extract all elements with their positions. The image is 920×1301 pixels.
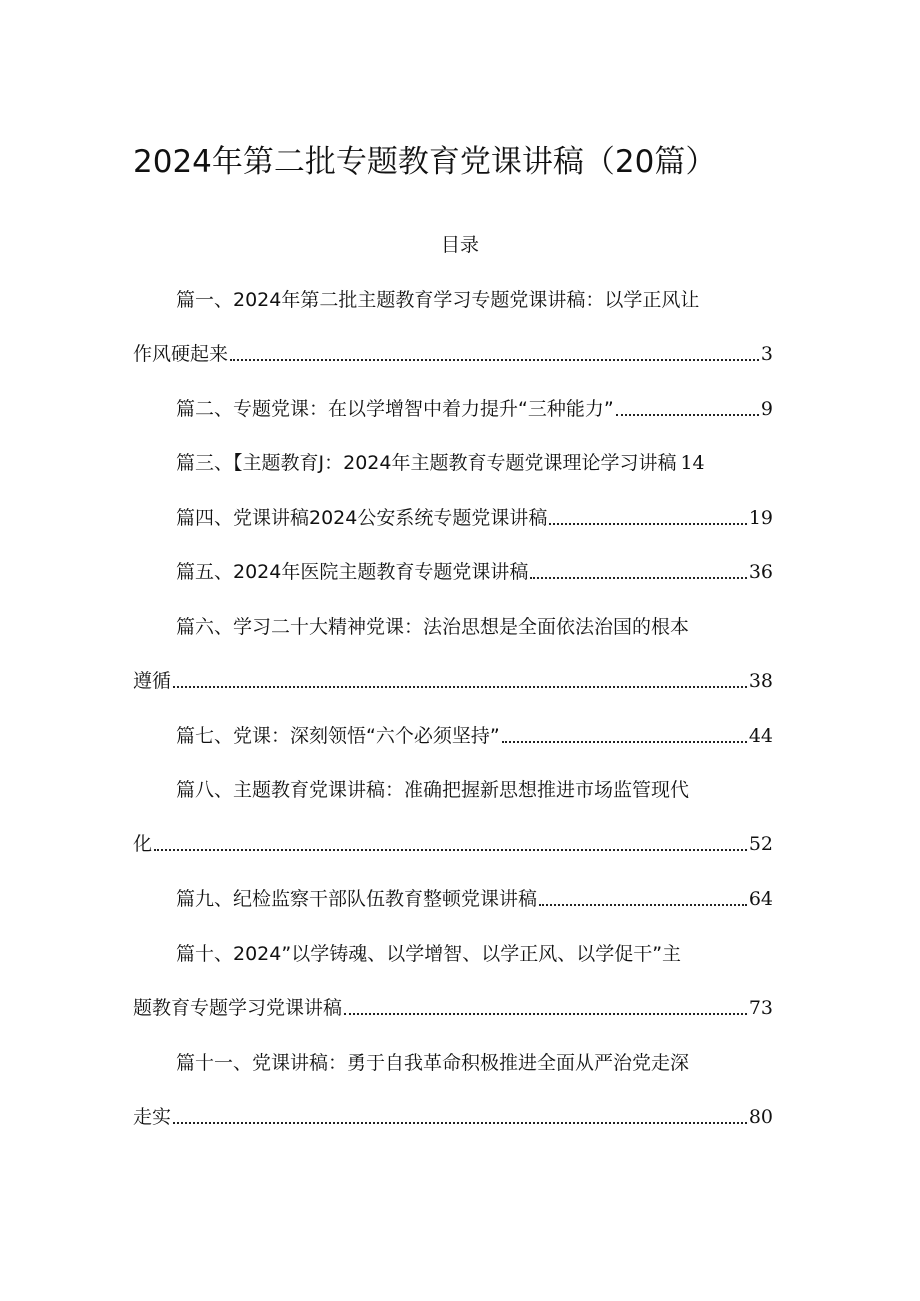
toc-entry-text: 作风硬起来 bbox=[133, 343, 229, 365]
dot-leader bbox=[616, 414, 759, 416]
toc-entry-text: 走实 bbox=[133, 1106, 172, 1128]
toc-entry-text: 篇三、【主题教育J：2024年主题教育专题党课理论学习讲稿 bbox=[176, 452, 677, 474]
toc-entry-8-line-1 bbox=[133, 775, 773, 805]
toc-entry-text: 篇十一、党课讲稿：勇于自我革命积极推进全面从严治党走深 bbox=[176, 1052, 690, 1074]
dot-leader bbox=[530, 577, 746, 579]
toc-entry-text: 化 bbox=[133, 833, 153, 855]
toc-entry-text: 篇二、专题党课：在以学增智中着力提升“三种能力” bbox=[176, 398, 614, 420]
toc-entry-1-line-2 bbox=[133, 339, 773, 369]
toc-entry-text: 篇十、2024”以学铸魂、以学增智、以学正风、以学促干”主 bbox=[176, 943, 682, 965]
toc-entry-text: 篇九、纪检监察干部队伍教育整顿党课讲稿 bbox=[176, 888, 538, 910]
toc-page-number: 19 bbox=[748, 507, 773, 529]
toc-entry-5 bbox=[133, 557, 773, 587]
toc-page-number: 38 bbox=[748, 670, 773, 692]
dot-leader bbox=[173, 686, 747, 688]
toc-entry-7 bbox=[133, 721, 773, 751]
toc-entry-10-line-1 bbox=[133, 939, 773, 969]
dot-leader bbox=[344, 1013, 747, 1015]
toc-entry-6-line-2 bbox=[133, 666, 773, 696]
toc-entry-10-line-2 bbox=[133, 993, 773, 1023]
toc-entry-text: 篇五、2024年医院主题教育专题党课讲稿 bbox=[176, 561, 529, 583]
toc-entry-11-line-2 bbox=[133, 1102, 773, 1132]
toc-entry-text: 篇六、学习二十大精神党课：法治思想是全面依法治国的根本 bbox=[176, 616, 690, 638]
toc-page-number: 52 bbox=[748, 833, 773, 855]
toc-page-number: 80 bbox=[748, 1106, 773, 1128]
toc-entry-6-line-1 bbox=[133, 612, 773, 642]
dot-leader bbox=[549, 523, 746, 525]
toc-page-number: 9 bbox=[760, 398, 773, 420]
toc-page-number: 14 bbox=[680, 452, 705, 474]
toc-entry-9 bbox=[133, 884, 773, 914]
document-title: 2024年第二批专题教育党课讲稿（20篇） bbox=[133, 144, 717, 180]
toc-entry-3 bbox=[133, 448, 773, 478]
toc-page-number: 64 bbox=[748, 888, 773, 910]
toc-entry-4 bbox=[133, 503, 773, 533]
toc-entry-text: 篇八、主题教育党课讲稿：准确把握新思想推进市场监管现代 bbox=[176, 779, 690, 801]
dot-leader bbox=[502, 741, 747, 743]
toc-entry-text: 遵循 bbox=[133, 670, 172, 692]
toc-page-number: 3 bbox=[760, 343, 773, 365]
toc-entry-1-line-1 bbox=[133, 285, 773, 315]
toc-page-number: 73 bbox=[748, 997, 773, 1019]
toc-heading: 目录 bbox=[440, 234, 479, 256]
toc-entry-2 bbox=[133, 394, 773, 424]
toc-entry-text: 篇四、党课讲稿2024公安系统专题党课讲稿 bbox=[176, 507, 548, 529]
toc-page-number: 44 bbox=[748, 725, 773, 747]
toc-page-number: 36 bbox=[748, 561, 773, 583]
dot-leader bbox=[230, 359, 759, 361]
toc-entry-text: 题教育专题学习党课讲稿 bbox=[133, 997, 343, 1019]
dot-leader bbox=[154, 849, 747, 851]
dot-leader bbox=[539, 904, 747, 906]
toc-entry-text: 篇七、党课：深刻领悟“六个必须坚持” bbox=[176, 725, 500, 747]
dot-leader bbox=[173, 1122, 747, 1124]
toc-entry-11-line-1 bbox=[133, 1048, 773, 1078]
toc-entry-text: 篇一、2024年第二批主题教育学习专题党课讲稿：以学正风让 bbox=[176, 289, 700, 311]
toc-entry-8-line-2 bbox=[133, 829, 773, 859]
